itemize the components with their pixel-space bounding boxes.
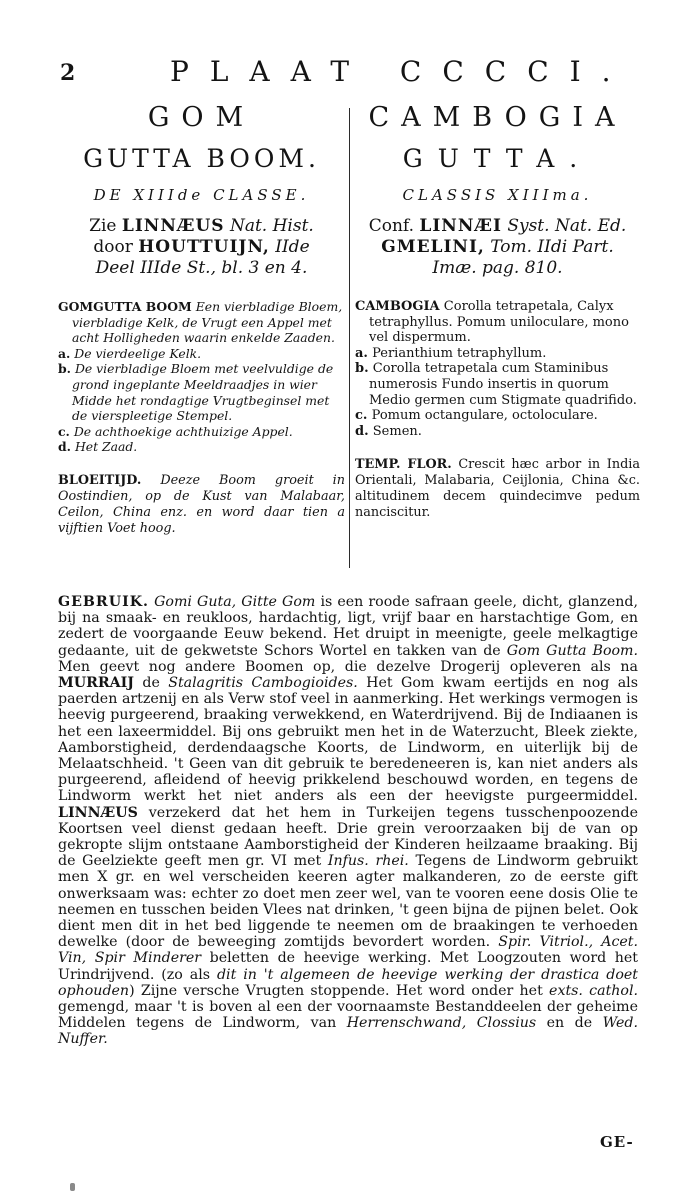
latin-item-a: a. Perianthium tetraphyllum.	[355, 345, 547, 361]
catchword: GE-	[600, 1133, 634, 1151]
dutch-flowering-time: BLOEITIJD. Deeze Boom groeit in Oostindien, op de Kust van Malabaar, Ceilon, China enz. en word daar tien a vijftien Voet hoog.	[58, 472, 345, 536]
dutch-reference-line-3: Deel IIIde St., bl. 3 en 4.	[95, 258, 308, 278]
dutch-item-d: d. Het Zaad.	[58, 439, 138, 455]
latin-class-line: CLASSIS XIIIma.	[402, 186, 593, 204]
dutch-reference-line-1: Zie LINNÆUS Nat. Hist.	[89, 216, 314, 236]
latin-reference-line-3: Imæ. pag. 810.	[432, 258, 563, 278]
latin-reference-line-1: Conf. LINNÆI Syst. Nat. Ed.	[368, 216, 627, 236]
latin-flowering-time: TEMP. FLOR. Crescit hæc arbor in India Orientali, Malabaria, Ceijlonia, China &c. altitudinem decem quindecimve pedum nanciscitur.	[355, 457, 641, 521]
dutch-title-gom: GOM	[147, 102, 256, 133]
dutch-item-c: c. De achthoekige achthuizige Appel.	[58, 423, 293, 439]
plate-heading: PLAAT CCCCI.	[170, 55, 632, 88]
latin-title-gutta: GUTTA.	[402, 144, 593, 173]
latin-genus-description: CAMBOGIA Corolla tetrapetala, Calyx tetraphyllus. Pomum uniloculare, mono vel dispermum.	[355, 299, 629, 346]
page-number: 2	[60, 60, 76, 86]
latin-item-c: c. Pomum octangulare, octoloculare.	[355, 408, 598, 424]
latin-title-cambogia: CAMBOGIA	[368, 102, 627, 133]
latin-description	[355, 299, 640, 439]
ink-smudge	[70, 1183, 75, 1191]
latin-item-d: d. Semen.	[355, 423, 422, 439]
latin-column	[355, 100, 640, 521]
latin-item-b: b. Corolla tetrapetala cum Staminibus numerosis Fundo insertis in quorum Medio germen cum Stigmate quadrifido.	[355, 361, 637, 408]
usage-paragraph: GEBRUIK. Gomi Guta, Gitte Gom is een roode safraan geele, dicht, glanzend, bij na smaak- en reukloos, hardachtig, ligt, vrijf baar en harstachtige Gom, en zedert de voorgaande Eeuw bekend. Het druipt in meenigte, geele melkagtige gedaante, uit de gekwetste Schors Wortel en takken van de Gom Gutta Boom. Men geevt nog andere Boomen op, die dezelve Drogerij opleveren als na MURRAIJ de Stalagritis Cambogioides. Het Gom kwam eertijds en nog als paerden artzenij en als Verw stof veel in aanmerking. Het werkings vermogen is heevig purgeerend, braaking verwekkend, en Waterdrijvend. Bij de Indiaanen is het een laxeermiddel. Bij ons gebruikt men het in de Waterzucht, Bleek ziekte, Aamborstigheid, derdendaagsche Koorts, de Lindworm, en uiterlijk bij de Melaatschheid. 't Geen van dit gebruik te beredeneeren is, kan niet anders als purgeerend, afleidend of heevig prikkelend beschouwd worden, en tegens de Lindworm werkt het niet anders als een der heevigste purgeermiddel. LINNÆUS verzekerd dat het hem in Turkeijen tegens tusschenpoozende Koortsen veel dienst gedaan heeft. Drie grein veroorzaaken bij de van op gekropte slijm ontstaane Aamborstigheid der Kinderen heilzaame braaking. Bij de Geelziekte geeft men gr. VI met Infus. rhei. Tegens de Lindworm gebruikt men X gr. en wel verscheiden keeren agter malkanderen, zo de eerste gift onwerksaam was: echter zo doet men zeer wel, van te vooren eene dosis Olie te neemen en tusschen beiden Vlees nat drinken, 't geen bijna de pijnen belet. Ook dient men dit in het bed liggende te neemen om de braakingen te verhoeden dewelke (door de beweeging zomtijds bevordert worden. Spir. Vitriol., Acet. Vin, Spir Minderer beletten de heevige werking. Met Loogzouten word het Urindrijvend. (zo als dit in 't algemeen de heevige werking der drastica doet ophouden) Zijne versche Vrugten stoppende. Het word onder het exts. cathol. gemengd, maar 't is boven al een der voornaamste Bestanddeelen der geheime Middelen tegens de Lindworm, van Herrenschwand, Clossius en de Wed. Nuffer.	[58, 594, 639, 1048]
dutch-class-line: DE XIIIde CLASSE.	[93, 186, 310, 204]
dutch-item-b: b. De vierbladige Bloem met veelvuldige de grond ingeplante Meeldraadjes in wier Midde het rondagtige Vrugtbeginsel met de vierspleetige Stempel.	[58, 361, 334, 424]
dutch-description	[58, 299, 345, 455]
latin-reference-line-2: GMELINI, Tom. IIdi Part.	[381, 237, 614, 257]
dutch-reference	[58, 216, 345, 279]
dutch-title-gutta-boom: GUTTA BOOM.	[83, 144, 320, 173]
column-divider	[349, 108, 350, 568]
dutch-genus-description: GOMGUTTA BOOM Een vierbladige Bloem, vierbladige Kelk, de Vrugt een Appel met acht Holligheden waarin enkelde Zaaden.	[58, 299, 343, 346]
dutch-column	[58, 100, 345, 537]
dutch-item-a: a. De vierdeelige Kelk.	[58, 345, 202, 361]
latin-reference	[355, 216, 640, 279]
dutch-reference-line-2: door HOUTTUIJN, IIde	[93, 237, 310, 257]
